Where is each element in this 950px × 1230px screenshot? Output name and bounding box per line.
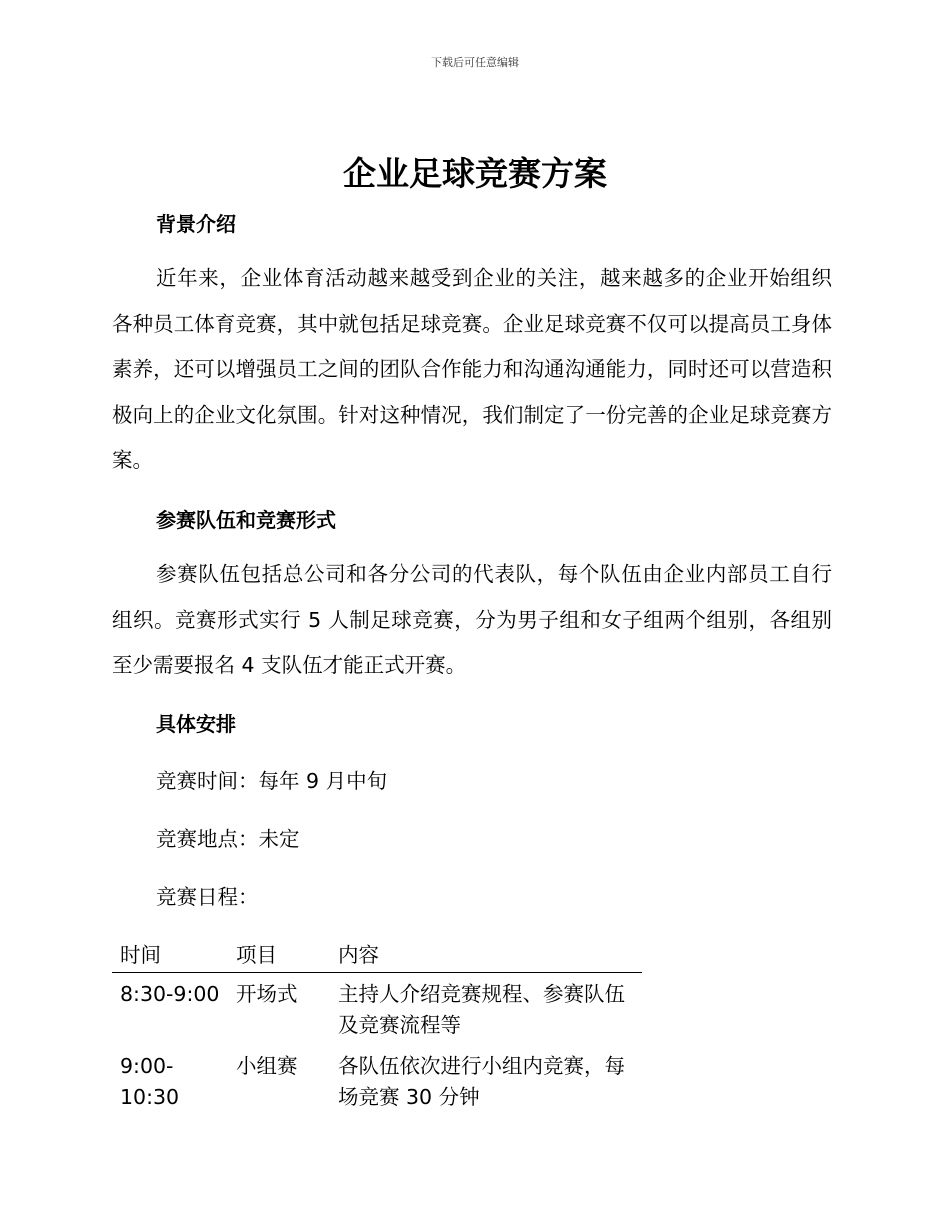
cell-content: 主持人介绍竞赛规程、参赛队伍及竞赛流程等: [338, 982, 625, 1037]
cell-item: 开场式: [236, 982, 298, 1006]
cell-time: 8:30-9:00: [120, 982, 220, 1006]
table-row: [112, 973, 642, 1046]
teams-paragraph: 参赛队伍包括总公司和各分公司的代表队，每个队伍由企业内部员工自行组织。竞赛形式实行 5 人制足球竞赛，分为男子组和女子组两个组别，各组别至少需要报名 4 支队伍才能正式开赛。: [112, 562, 832, 677]
table-row: [112, 1045, 642, 1117]
competition-time-line: 竞赛时间：每年 9 月中旬: [156, 769, 388, 793]
competition-schedule-line: 竞赛日程：: [156, 885, 259, 909]
document-title: 企业足球竞赛方案: [343, 154, 607, 193]
section-heading-arrangement: 具体安排: [156, 712, 236, 736]
cell-content: 各队伍依次进行小组内竞赛，每场竞赛 30 分钟: [338, 1054, 625, 1109]
cell-time: 9:00-10:30: [120, 1054, 180, 1109]
column-header-content: 内容: [330, 934, 642, 973]
schedule-table: [112, 934, 642, 1117]
competition-place-line: 竞赛地点：未定: [156, 827, 300, 851]
column-header-item: 项目: [228, 934, 330, 973]
cell-item: 小组赛: [236, 1054, 298, 1078]
table-header-row: [112, 934, 642, 973]
column-header-time: 时间: [112, 934, 228, 973]
header-note: 下载后可任意编辑: [431, 56, 519, 69]
section-heading-background: 背景介绍: [156, 212, 236, 236]
background-paragraph: 近年来，企业体育活动越来越受到企业的关注，越来越多的企业开始组织各种员工体育竞赛，其中就包括足球竞赛。企业足球竞赛不仅可以提高员工身体素养，还可以增强员工之间的团队合作能力和沟通沟通能力，同时还可以营造积极向上的企业文化氛围。针对这种情况，我们制定了一份完善的企业足球竞赛方案。: [112, 266, 832, 472]
section-heading-teams: 参赛队伍和竞赛形式: [156, 508, 336, 532]
